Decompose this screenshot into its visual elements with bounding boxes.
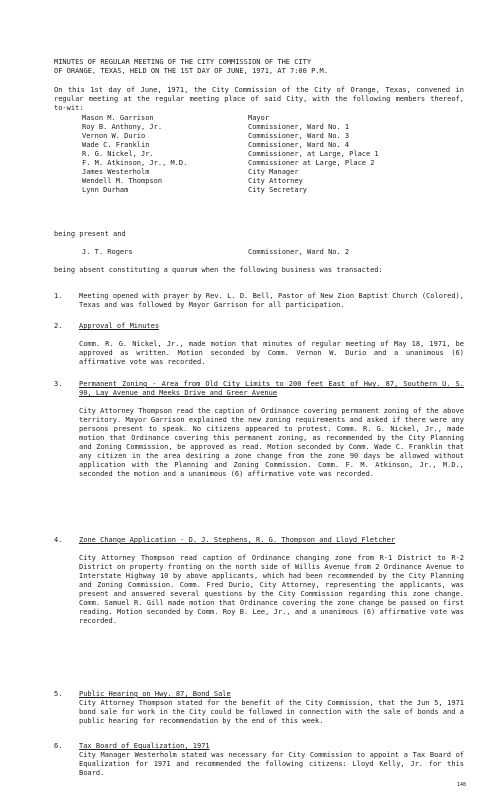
roster-row: [54, 186, 464, 195]
roster-row: [54, 177, 464, 186]
member-office: Commissioner, Ward No. 1: [248, 123, 350, 131]
item-text: City Attorney Thompson stated for the benefit of the City Commission, that the Jun 5, 1971 bond sale for work in the City could be followed in connection with the sale of bonds and a public hearing for recommendation by the end of this week.: [79, 699, 464, 725]
absent-label: being present and: [54, 230, 126, 238]
minutes-header: [54, 58, 464, 76]
roster-row: [54, 114, 464, 123]
page-mark: 148: [456, 782, 466, 788]
member-office: Commissioner, at Large, Place 1: [248, 150, 379, 158]
agenda-item-3: [54, 380, 464, 479]
agenda-item-5: [54, 690, 464, 726]
absent-member: [54, 248, 464, 257]
roster-row: [54, 132, 464, 141]
item-number: 6.: [54, 742, 63, 750]
intro-paragraph: On this 1st day of June, 1971, the City Commission of the City of Orange, Texas, convened in regular meeting at the regular meeting place of said City, with the following members thereof, to-wit:: [54, 86, 464, 112]
member-office: City Manager: [248, 168, 299, 176]
item-text: City Attorney Thompson read the caption of Ordinance covering permanent zoning of the above territory. Mayor Garrison explained the new zoning requirements and asked if there were any persons present to speak. No citizens appeared to protest. Comm. R. G. Nickel, Jr., made motion that Ordinance covering this permanent zoning, as recommended by the City Planning and Zoning Commission, be approved as read. Motion seconded by Comm. Wade C. Franklin that any citizen in the area desiring a zone change from the zone 90 days be allowed without application with the Planning and Zoning Commission. Comm. F. M. Atkinson, Jr., M.D., seconded the motion and a unanimous (6) affirmative vote was recorded.: [79, 407, 464, 478]
header-line-1: MINUTES OF REGULAR MEETING OF THE CITY COMMISSION OF THE CITY: [54, 58, 312, 66]
header-line-2: OF ORANGE, TEXAS, HELD ON THE 1ST DAY OF JUNE, 1971, AT 7:00 P.M.: [54, 67, 328, 75]
item-title: Zone Change Application - D. J. Stephens, R. G. Thompson and Lloyd Fletcher: [79, 536, 396, 544]
member-name: Wade C. Franklin: [82, 141, 150, 149]
member-office: Mayor: [248, 114, 270, 122]
member-name: Roy B. Anthony, Jr.: [82, 123, 163, 131]
item-title: Public Hearing on Hwy. 87, Bond Sale: [79, 690, 231, 698]
item-number: 1.: [54, 292, 63, 300]
member-office: City Secretary: [248, 186, 308, 194]
member-office: Commissioner at Large, Place 2: [248, 159, 375, 167]
member-name: Vernon W. Durio: [82, 132, 146, 140]
member-name: Mason M. Garrison: [82, 114, 154, 122]
roster-row: [54, 150, 464, 159]
item-text: City Manager Westerholm stated was necessary for City Commission to appoint a Tax Board of Equalization for 1971 and recommended the following citizens: Lloyd Kelly, Jr. for this Board.: [79, 751, 464, 777]
quorum-statement: being absent constituting a quorum when the following business was transacted:: [54, 266, 383, 274]
agenda-item-1: [54, 292, 464, 310]
item-title: Tax Board of Equalization, 1971: [79, 742, 210, 750]
absent-member-name: J. T. Rogers: [82, 248, 133, 256]
member-name: F. M. Atkinson, Jr., M.D.: [82, 159, 188, 167]
item-number: 2.: [54, 322, 63, 330]
roster-row: [54, 123, 464, 132]
item-number: 5.: [54, 690, 63, 698]
member-name: R. G. Nickel, Jr.: [82, 150, 154, 158]
item-title: Permanent Zoning - Area from Old City Limits to 200 feet East of Hwy. 87, Southern U. S. 90, Lay Avenue and Meeks Drive and Greer Avenue: [79, 380, 464, 397]
item-text: City Attorney Thompson read caption of Ordinance changing zone from R-1 District to R-2 District on property fronting on the north side of Willis Avenue from 2 Ordinance Avenue to Interstate Highway 10 by above applicants, which had been recommended by the City Planning and Zoning Commission. Comm. Fred Durio, City Attorney, representing the applicants, was present and answered several questions by the City Commission regarding this zone change. Comm. Samuel R. Gill made motion that Ordinance covering the zone change be passed on first reading. Motion seconded by Comm. Roy B. Lee, Jr., and a unanimous (6) affirmative vote was recorded.: [79, 554, 464, 625]
member-name: James Westerholm: [82, 168, 150, 176]
agenda-item-2: [54, 322, 464, 367]
agenda-item-6: [54, 742, 464, 778]
absent-member-office: Commissioner, Ward No. 2: [248, 248, 350, 256]
roster-row: [54, 159, 464, 168]
item-number: 4.: [54, 536, 63, 544]
item-text: Meeting opened with prayer by Rev. L. D. Bell, Pastor of New Zion Baptist Church (Colored), Texas and was followed by Mayor Garrison for all participation.: [79, 292, 464, 309]
item-number: 3.: [54, 380, 63, 388]
member-name: Wendell M. Thompson: [82, 177, 163, 185]
members-roster: [54, 114, 464, 195]
roster-row: [54, 168, 464, 177]
roster-row: [54, 141, 464, 150]
item-text: Comm. R. G. Nickel, Jr., made motion that minutes of regular meeting of May 18, 1971, be approved as written. Motion seconded by Comm. Vernon W. Durio and a unanimous (6) affirmative vote was recorded.: [79, 340, 464, 366]
agenda-item-4: [54, 536, 464, 626]
item-title: Approval of Minutes: [79, 322, 160, 330]
member-name: Lynn Durham: [82, 186, 129, 194]
member-office: Commissioner, Ward No. 4: [248, 141, 350, 149]
member-office: Commissioner, Ward No. 3: [248, 132, 350, 140]
member-office: City Attorney: [248, 177, 303, 185]
